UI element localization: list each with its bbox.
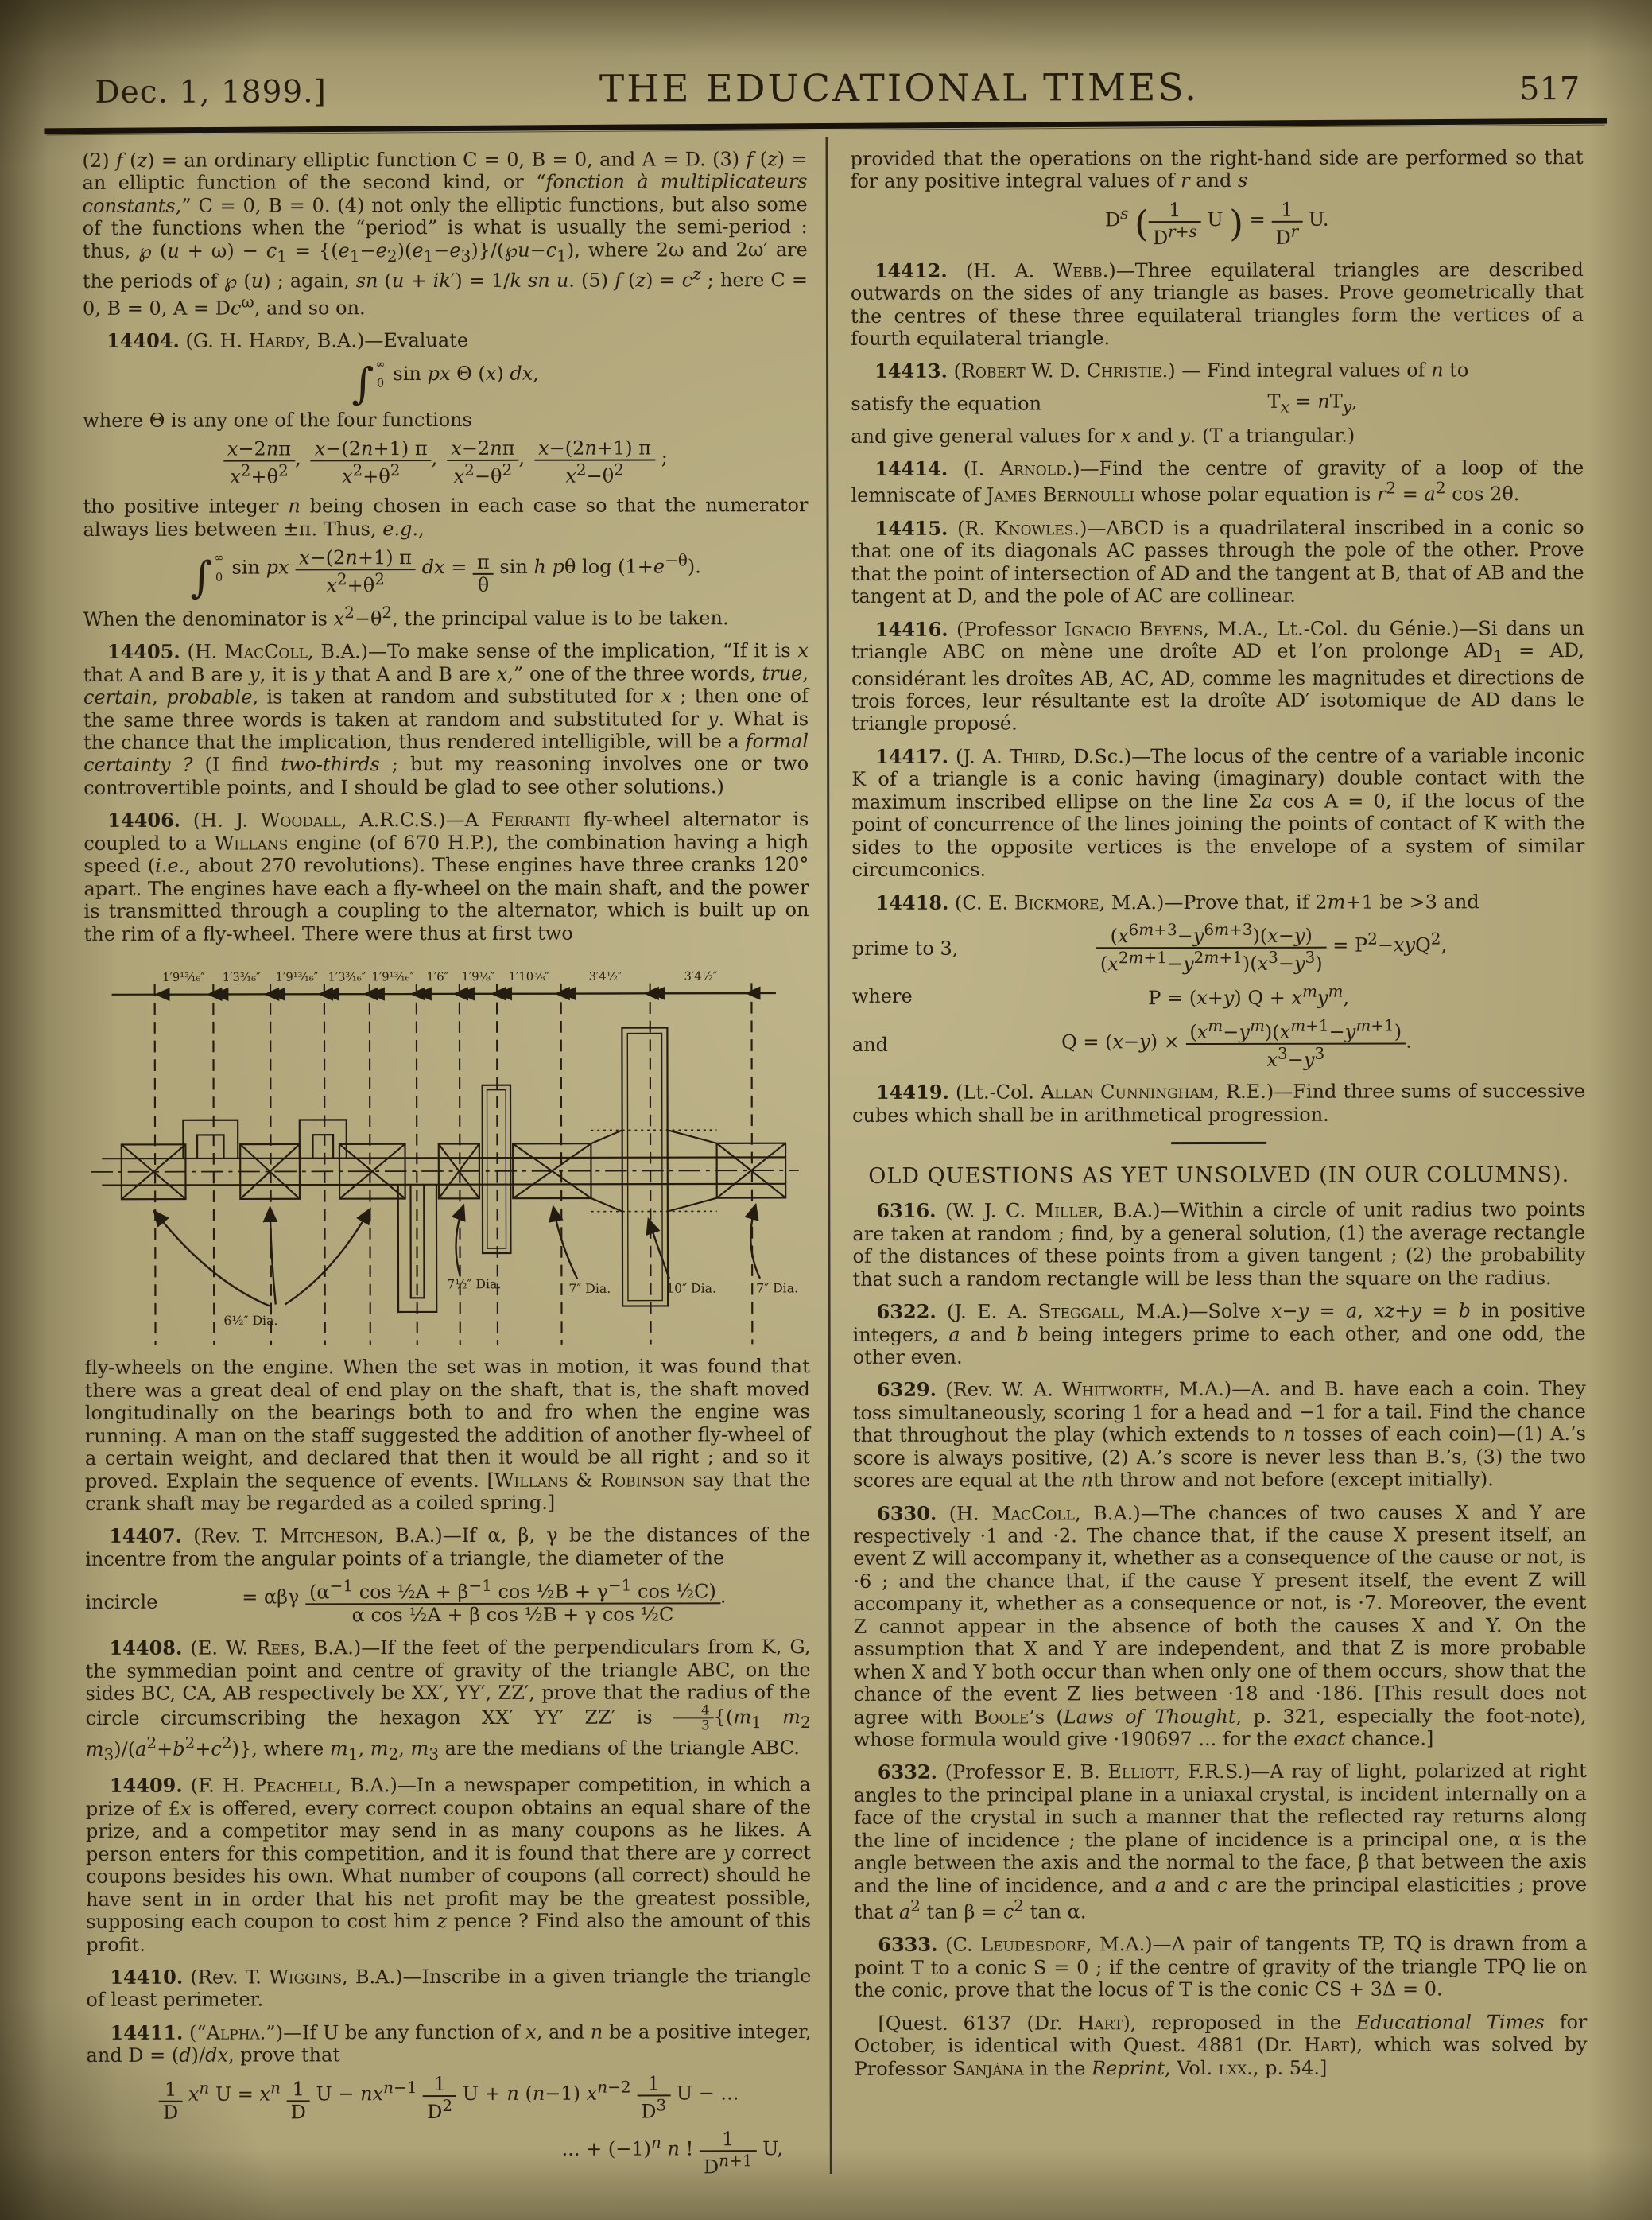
left-column-top	[83, 148, 809, 945]
dim-label: 3′4½″	[588, 969, 622, 984]
problem-6332: 6332. (Professor E. B. Elliott, F.R.S.)—A ray of light, polarized at right angles to the principal plane in a uniaxal crystal, is incident internally on a face of the crystal in such a manner that the reflected ray returns along the line of incidence ; the plane of incidence is a principal one, α is the angle between the axis and the normal to the face, β that between the axis and the line of incidence, and a and c are the principal elasticities ; prove that $a^2$ $\tan \beta = c^2$ tan α.	[853, 1760, 1588, 1923]
problem-6322: 6322. (J. E. A. Steggall, M.A.)—Solve x−y = a, xz+y = b in positive integers, a and b being integers prime to each other, and one odd, the other even.	[852, 1299, 1586, 1368]
problem-14404-text1: where Θ is any one of the four functions	[83, 408, 472, 433]
dia-label: 7″ Dia.	[756, 1280, 799, 1296]
dim-label: 1′10⅜″	[508, 969, 549, 984]
left-column	[83, 148, 829, 2187]
problem-14404-head: 14404. (G. H. Hardy, B.A.)—Evaluate	[106, 328, 469, 353]
problem-14417: 14417. (J. A. Third, D.Sc.)—The locus of the centre of a variable inconic K of a triangle is a conic having (imaginary) double contact with the maximum inscribed ellipse on the line Σa cos A = 0, if the locus of the point of concurrence of the lines joining the points of contact of K with the sides to the opposite vertices is the envelope of a system of similar circumconics.	[851, 743, 1585, 882]
dia-label: 6½″ Dia.	[223, 1313, 278, 1329]
two-column-body	[0, 127, 1652, 2187]
problem-14404-text2: tho positive integer n being chosen in each case so that the numerator always lies between ±π. Thus, e.g.,	[83, 494, 809, 541]
problem-14410: 14410. (Rev. T. Wiggins, B.A.)—Inscribe in a given triangle the triangle of least perimeter.	[86, 1965, 812, 2012]
dia-label: 10″ Dia.	[666, 1280, 717, 1296]
journal-title: THE EDUCATIONAL TIMES.	[599, 66, 1199, 111]
journal-date: Dec. 1, 1899.]	[95, 74, 327, 111]
right-column-content	[851, 146, 1588, 2080]
problem-6330: 6330. (H. MacColl, B.A.)—The chances of two causes X and Y are respectively ·1 and ·2. The chance that, if the cause X present itself, an event Z will accompany it, whether as a consequence of the cause or not, is ·6 ; and the chance that, if the cause Y present itself, the event Z will accompany it, whether as a consequence or not, is ·7. Moreover, the event Z cannot appear in the absence of both the causes X and Y. On the assumption that X and Y are independent, and that Z is more probable when X and Y both occur than when only one of them occurs, show that the chance of the event Z lies between ·18 and ·186. [This result does not agree with Boole’s (Laws of Thought, p. 321, especially the foot-note), whose formula would give ·190697 ... for the exact chance.]	[853, 1500, 1587, 1751]
problem-6329: 6329. (Rev. W. A. Whitworth, M.A.)—A. and B. have each a coin. They toss simultaneously, scoring 1 for a head and −1 for a tail. Find the chance that throughout the play (which extends to n tosses of each coin)—(1) A.’s score is always positive, (2) A.’s score is never less than B.’s, (3) the two scores are equal at the nth throw and not before (except initially).	[852, 1377, 1586, 1492]
problem-14406-part2: fly-wheels on the engine. When the set was in motion, it was found that there was a great deal of end play on the shaft, that is, the shaft moved longitudinally on the bearings both to and fro when the engine was running. A man on the staff suggested the addition of another fly-wheel of a certain weight, and declared that then it would be all right ; and so it proved. Explain the sequence of events. [Willans & Robinson say that the crank shaft may be regarded as a coiled spring.]	[84, 1355, 811, 1515]
crankshaft-diagram-svg	[84, 944, 805, 1352]
engine-flywheel	[483, 1085, 511, 1253]
dimension-line	[112, 993, 776, 995]
dimension-labels	[162, 969, 718, 984]
problem-14411-equation1: $\frac{1}{D}$ $x^n$ $U = x^n$ $\frac{1}{D}$ $U - nx^{n-1}$ $\frac{1}{D^2}$ U + n (n−1) $x^{n-2}$ $\frac{1}{D^3}$ U − ...	[87, 2073, 812, 2124]
problem-14416: 14416. (Professor Ignacio Beyens, M.A., Lt.-Col. du Génie.)—Si dans un triangle ABC on mène une droîte AD et l’on prolonge $AD_1$ = AD, considérant les droîtes AB, AC, AD, comme les magnitudes et directions de trois forces, leur résultante est la droîte AD′ isotomique de AD dans le triangle proposé.	[851, 616, 1584, 735]
dim-label: 1′3³⁄₁₆″	[328, 970, 366, 984]
dim-label: 1′3³⁄₁₆″	[222, 970, 261, 984]
old-questions-heading: OLD QUESTIONS AS YET UNSOLVED (IN OUR COLUMNS).	[868, 1162, 1570, 1190]
right-continuation: provided that the operations on the right-hand side are performed so that for any positive integral values of r and s	[850, 146, 1584, 193]
problem-14406-part1: 14406. (H. J. Woodall, A.R.C.S.)—A Ferranti fly-wheel alternator is coupled to a Willans engine (of 670 H.P.), the combination having a high speed (i.e., about 270 revolutions). These engines have three cranks 120° apart. The engines have each a fly-wheel on the main shaft, and the power is transmitted through a coupling to the alternator, which is built up on the rim of a fly-wheel. There were thus at first two	[83, 808, 809, 945]
right-column	[825, 146, 1588, 2080]
problem-14408: 14408. (E. W. Rees, B.A.)—If the feet of the perpendiculars from K, G, the symmedian point and centre of gravity of the triangle ABC, on the sides BC, CA, AB respectively be XX′, YY′, ZZ′, prove that the radius of the circle circumscribing the hexagon XX′ YY′ ZZ′ is $\frac{4}{3}$ {($m_1$ $m_2$ $m_3)/(a^2+b^2+c^2)$}, where $m_1$, $m_2$, $m_3$ are the medians of the triangle ABC.	[85, 1636, 811, 1764]
problem-14404-text3: When the denominator is $x^2-\theta^2$, the principal value is to be taken.	[83, 603, 729, 631]
problem-14413-head: 14413. (Robert W. D. Christie.) — Find integral values of n to	[874, 359, 1469, 383]
problem-14407-head: 14407. (Rev. T. Mitcheson, B.A.)—If α, β, γ be the distances of the incentre from the angular points of a triangle, the diameter of the	[85, 1523, 811, 1570]
page-header	[0, 0, 1650, 112]
problem-14419: 14419. (Lt.-Col. Allan Cunningham, R.E.)—Find three sums of successive cubes which shall be in arithmetical progression.	[852, 1080, 1586, 1127]
intro-continuation: (2) f (z) = an ordinary elliptic function C = 0, B = 0, and A = D. (3) f (z) = an elliptic function of the second kind, or “fonction à multiplicateurs constants,” C = 0, B = 0. (4) not only the elliptic functions, but also some of the functions when the “period” is what is usually the semi-period : thus, ℘ $(u + \omega) - c_1$ = $\{(e_1-e_2)(e_1-e_3)\}/(℘u-c_1)$, where 2ω and 2ω′ are the periods of ℘ (u) ; again, sn (u + ik′) = 1/k sn u. (5) f $(z) = c^z$ ; here C = 0, B = 0, $A = Dc^\omega$, and so on.	[82, 148, 808, 320]
editorial-note: [Quest. 6137 (Dr. Hart), reproposed in the Educational Times for October, is identical with Quest. 4881 (Dr. Hart), which was solved by Professor Sanjána in the Reprint, Vol. lxx., p. 54.]	[854, 2010, 1588, 2080]
problem-14411-head: 14411. (“Alpha.”)—If U be any function of x, and n be a positive integer, and D = (d)/dx, prove that	[86, 2020, 812, 2067]
problem-14411-equation2: ... + $(-1)^n$ n ! $\frac{1}{D^{n+1}}$ U,	[561, 2128, 783, 2179]
dim-label: 1′9¹³⁄₁₆″	[371, 970, 415, 984]
alternator-flywheel	[591, 1027, 717, 1306]
right-continuation-equation: $D^s$ ( $\frac{1}{D^{r+s}}$ U ) = $\frac{1}{D^r}$ U.	[1104, 198, 1329, 249]
dim-label: 1′9¹³⁄₁₆″	[275, 970, 319, 984]
problem-14418-equation2: where P = (x+y) $Q + x^my^m$,	[851, 981, 1350, 1009]
problem-14418-equation1: prime to 3, $\frac{(x^{6m+3}-y^{6m+3})(x-y)}{(x^{2m+1}-y^{2m+1})(x^3-y^3)}$ = $P^2-xyQ^2$,	[851, 919, 1448, 976]
problem-14409: 14409. (F. H. Peachell, B.A.)—In a newspaper competition, in which a prize of £x is offered, every correct coupon obtains an equal share of the prize, and a competitor may send in as many coupons as he likes. A person enters for this competition, and it is found that there are y correct coupons besides his own. What number of coupons (all correct) should he have sent in in order that his net profit may be the greatest possible, supposing each coupon to cost him z pence ? Find also the amount of this profit.	[85, 1773, 812, 1956]
problem-14404-integral: ∫ ∞ 0 sin px Θ (x) dx,	[351, 357, 539, 409]
problem-14413-text: and give general values for x and y. (T a triangular.)	[851, 424, 1355, 448]
problem-14405: 14405. (H. MacColl, B.A.)—To make sense of the implication, “If it is x that A and B are y, it is y that A and B are x,” one of the three words, true, certain, probable, is taken at random and substituted for x ; then one of the same three words is taken at random and substituted for y. What is the chance that the implication, thus rendered intelligible, will be a formal certainty ? (I find two-thirds ; but my reasoning involves one or two controvertible points, and I should be glad to see other solutions.)	[83, 639, 809, 799]
diameter-labels	[223, 1275, 798, 1328]
dia-label: 7″ Dia.	[568, 1280, 611, 1296]
crankshaft-diagram	[84, 944, 810, 1356]
problem-14407-equation: incircle = αβγ $\frac{(\alpha^{-1} \cos \frac{1}{2}A + \beta^{-1} \cos \frac{1}{2}B + \gamma^{-1} \cos \frac{1}{2}C)}{\text{α cos ½A + β cos ½B + γ cos ½C}}$ .	[85, 1575, 727, 1627]
dia-label: 7½″ Dia.	[447, 1276, 502, 1292]
problem-14404-example: ∫ ∞ 0 sin px $\frac{x-(2n+1) \pi}{x^2+\theta^2}$ dx = $\frac{\pi}{\theta}$ sin h pθ $\log (1+e^{-\theta})$.	[190, 546, 701, 603]
problem-14404-fractions: $\frac{x-2n\pi}{x^2+\theta^2}$ , $\frac{x-(2n+1) \pi}{x^2+\theta^2}$ , $\frac{x-2n\pi}{x^2-\theta^2}$ , $\frac{x-(2n+1) \pi}{x^2-\theta^2}$ ;	[83, 438, 808, 489]
problem-14413-equation: satisfy the equation $T_x = nT_y$,	[851, 390, 1358, 417]
problem-14418-head: 14418. (C. E. Bickmore, M.A.)—Prove that, if 2m+1 be >3 and	[875, 890, 1479, 914]
problem-14415: 14415. (R. Knowles.)—ABCD is a quadrilateral inscribed in a conic so that one of its diagonals AC passes through the pole of the other. Prove that the point of intersection of AD and the tangent at B, that of AB and the tangent at D, and the pole of AC are collinear.	[851, 515, 1584, 608]
page-number: 517	[1518, 71, 1580, 108]
left-column-bottom	[85, 1355, 812, 2179]
dim-label: 3′4½″	[684, 969, 718, 984]
dim-label: 1′9⅛″	[461, 970, 495, 984]
dim-label: 1′9¹³⁄₁₆″	[162, 970, 205, 984]
dim-label: 1′6″	[426, 970, 449, 984]
problem-14418-equation3: and Q = (x−y) × $\frac{(x^m-y^m)(x^{m+1}-y^{m+1})}{x^3-y^3}$ .	[851, 1015, 1412, 1071]
problem-6316: 6316. (W. J. C. Miller, B.A.)—Within a circle of unit radius two points are taken at random ; find, by a general solution, (1) the average rectangle of the distances of these points from a given tangent ; (2) the probability that such a random rectangle will be less than the square on the radius.	[852, 1198, 1586, 1290]
problem-6333: 6333. (C. Leudesdorf, M.A.)—A pair of tangents TP, TQ is drawn from a point T to a conic S = 0 ; if the centre of gravity of the triangle TPQ lie on the conic, prove that the locus of T is the conic CS + 3Δ = 0.	[854, 1932, 1588, 2002]
section-divider	[1171, 1142, 1266, 1144]
problem-14412: 14412. (H. A. Webb.)—Three equilateral triangles are described outwards on the sides of any triangle as bases. Prove geometrically that the centres of these three equilateral triangles form the vertices of a fourth equilateral triangle.	[850, 258, 1584, 350]
shaft	[91, 1157, 798, 1185]
problem-14414: 14414. (I. Arnold.)—Find the centre of gravity of a loop of the lemniscate of James Bernoulli whose polar equation is $r^2 = a^2$ cos 2θ.	[851, 456, 1584, 507]
